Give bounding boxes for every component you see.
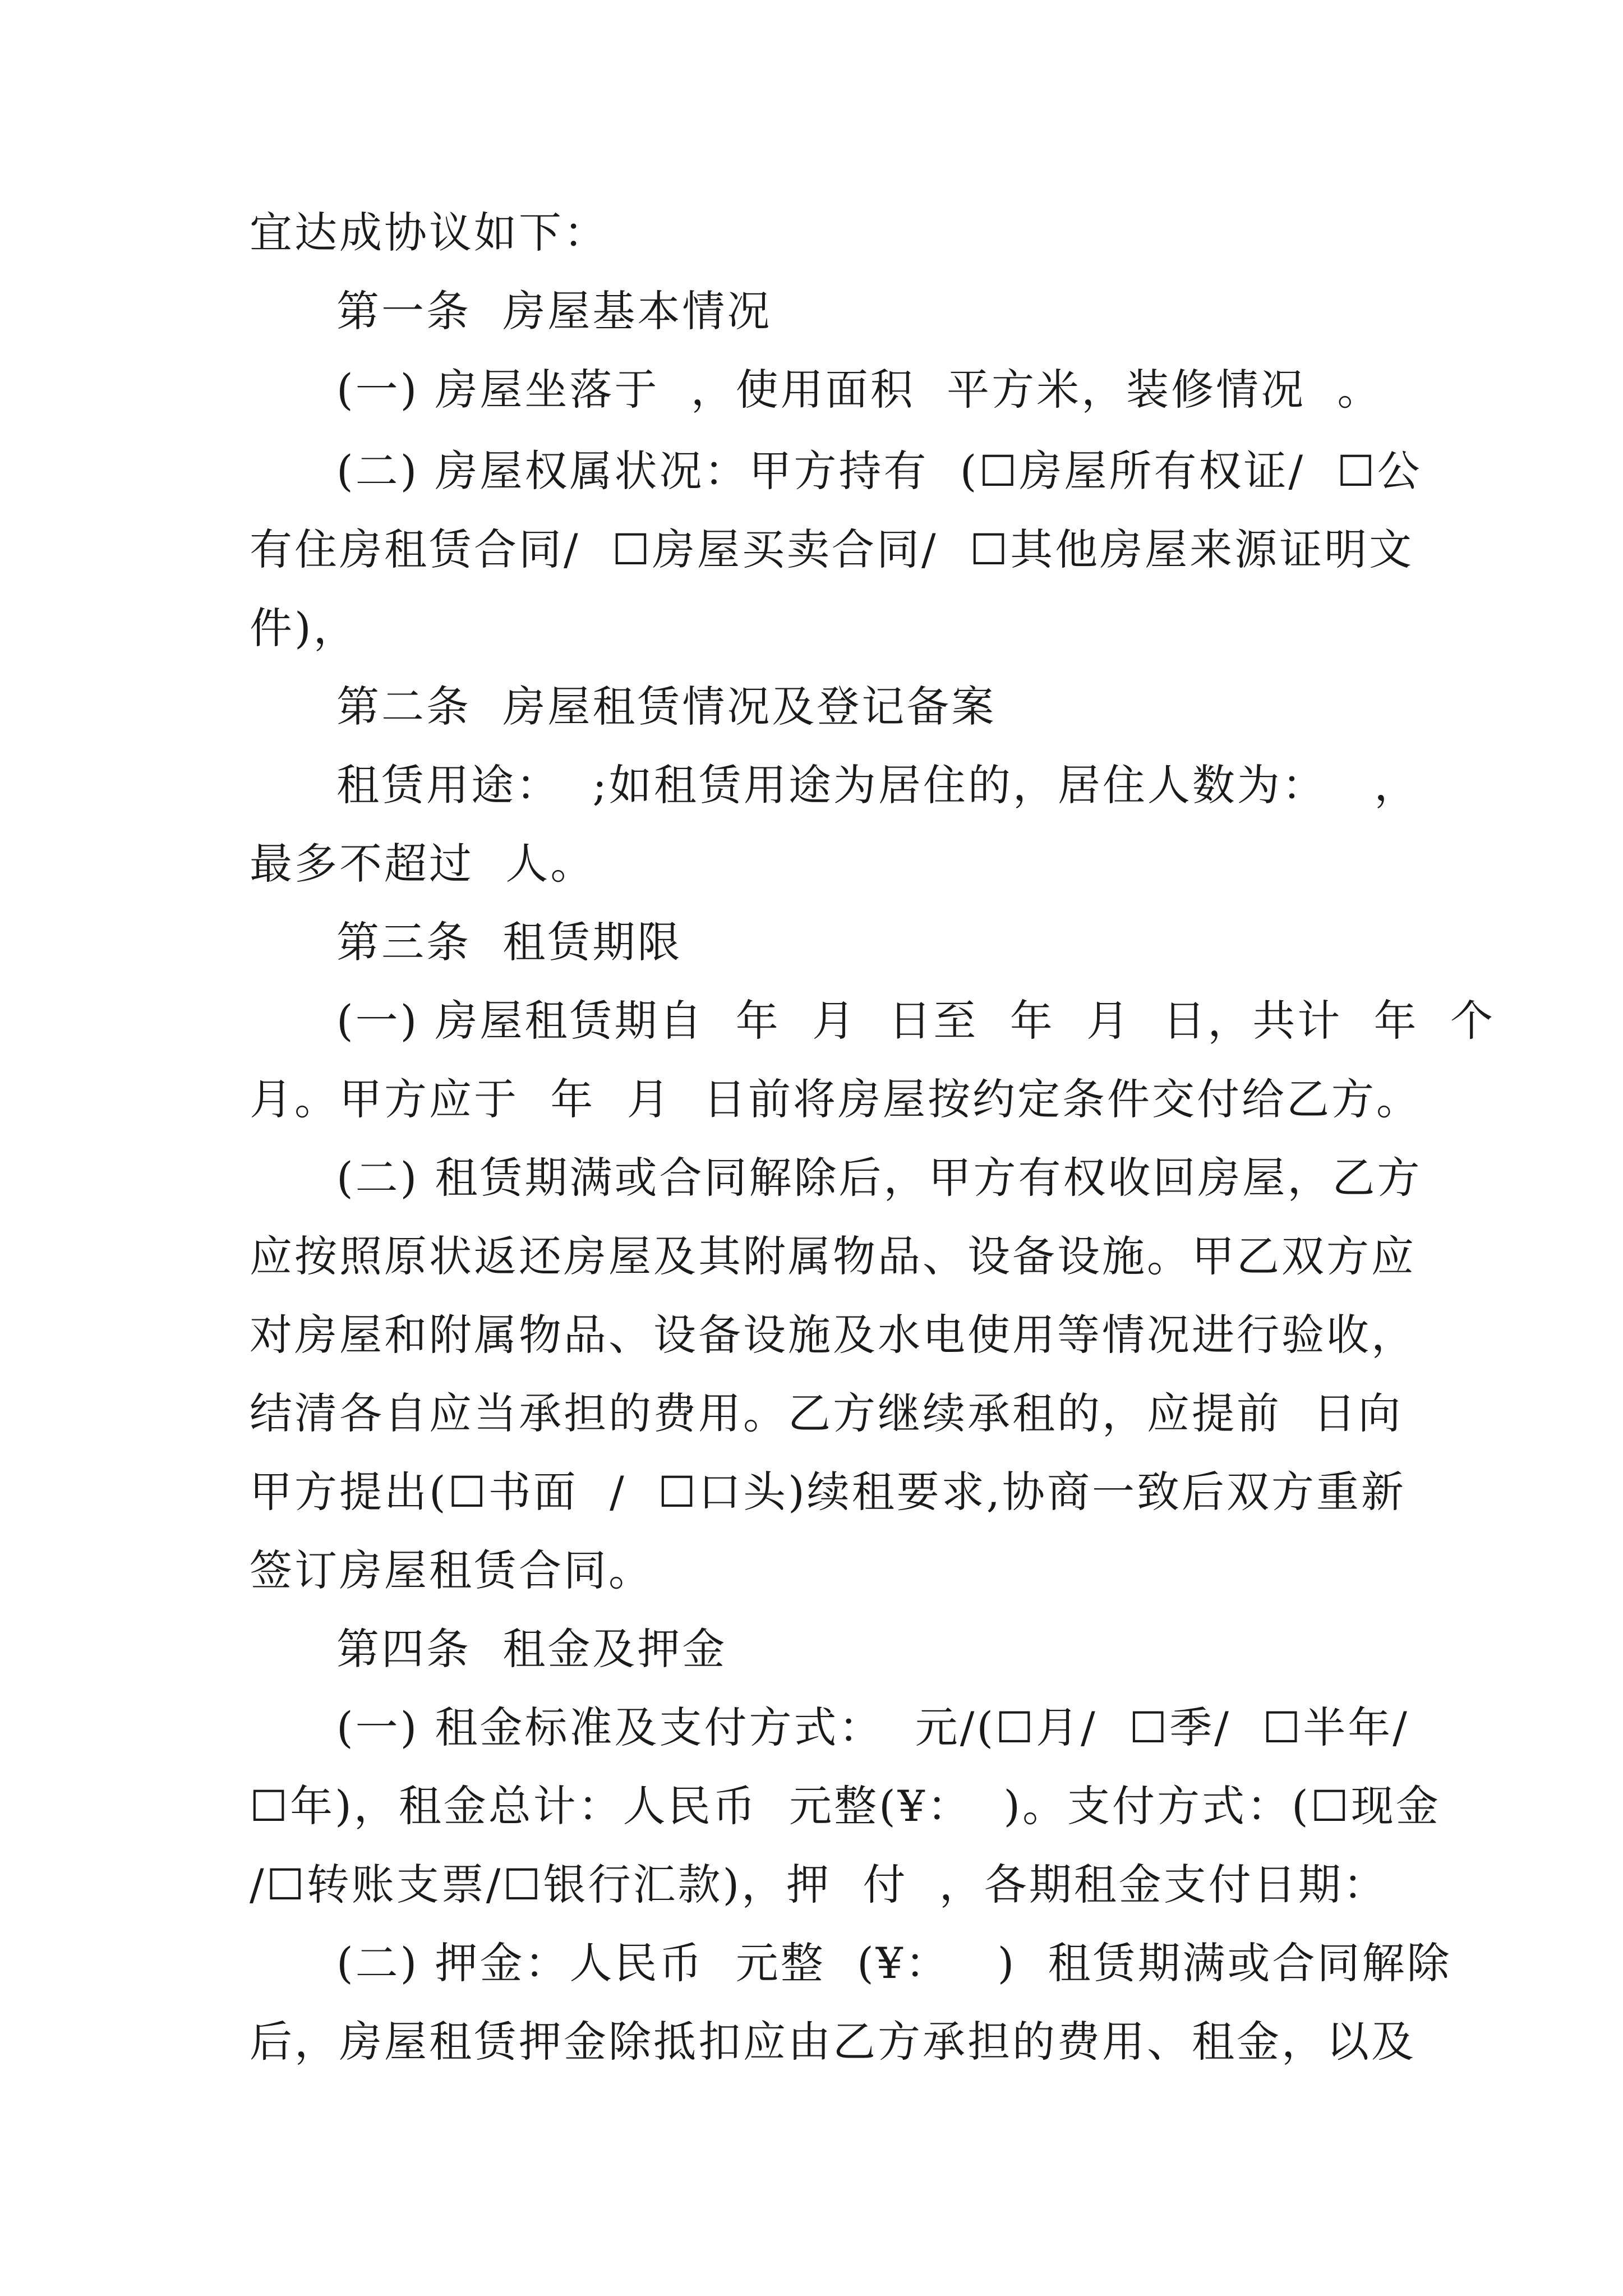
text-line-20: (一) 租金标准及支付方式： 元/(☐月/ ☐季/ ☐半年/ <box>336 1703 1409 1752</box>
section-heading-article-3: 第三条 租赁期限 <box>336 917 683 967</box>
text-line-11: (一) 房屋租赁期自 年 月 日至 年 月 日，共计 年 个 <box>336 996 1495 1046</box>
text-line-17: 甲方提出(☐书面 / ☐口头)续租要求,协商一致后双方重新 <box>250 1467 1406 1517</box>
text-line-4: (二) 房屋权属状况：甲方持有 (☐房屋所有权证/ ☐公 <box>336 446 1422 496</box>
text-line-1: 宜达成协议如下： <box>250 208 608 257</box>
text-line-8: 租赁用途： ;如租赁用途为居住的，居住人数为： ， <box>336 760 1419 810</box>
text-line-5: 有住房租赁合同/ ☐房屋买卖合同/ ☐其他房屋来源证明文 <box>250 524 1414 574</box>
text-line-21: ☐年)，租金总计：人民币 元整(¥： )。支付方式：(☐现金 <box>250 1781 1441 1831</box>
text-line-12: 月。甲方应于 年 月 日前将房屋按约定条件交付给乙方。 <box>250 1074 1421 1124</box>
text-line-24: 后，房屋租赁押金除抵扣应由乙方承担的费用、租金，以及 <box>250 2017 1416 2067</box>
text-line-13: (二) 租赁期满或合同解除后，甲方有权收回房屋，乙方 <box>336 1153 1422 1203</box>
text-line-23: (二) 押金：人民币 元整 (¥： ) 租赁期满或合同解除 <box>336 1938 1452 1988</box>
text-line-16: 结清各自应当承担的费用。乙方继续承租的，应提前 日向 <box>250 1388 1403 1438</box>
text-line-15: 对房屋和附属物品、设备设施及水电使用等情况进行验收， <box>250 1310 1416 1360</box>
section-heading-article-1: 第一条 房屋基本情况 <box>336 286 772 336</box>
text-line-18: 签订房屋租赁合同。 <box>250 1545 653 1595</box>
section-heading-article-4: 第四条 租金及押金 <box>336 1624 727 1674</box>
section-heading-article-2: 第二条 房屋租赁情况及登记备案 <box>336 682 997 731</box>
text-line-22: /☐转账支票/☐银行汇款)，押 付 ，各期租金支付日期： <box>250 1860 1388 1910</box>
text-line-6: 件)， <box>250 603 358 653</box>
text-line-14: 应按照原状返还房屋及其附属物品、设备设施。甲乙双方应 <box>250 1231 1416 1281</box>
text-line-3: (一) 房屋坐落于 ，使用面积 平方米，装修情况 。 <box>336 365 1382 415</box>
text-line-9: 最多不超过 人。 <box>250 839 596 889</box>
